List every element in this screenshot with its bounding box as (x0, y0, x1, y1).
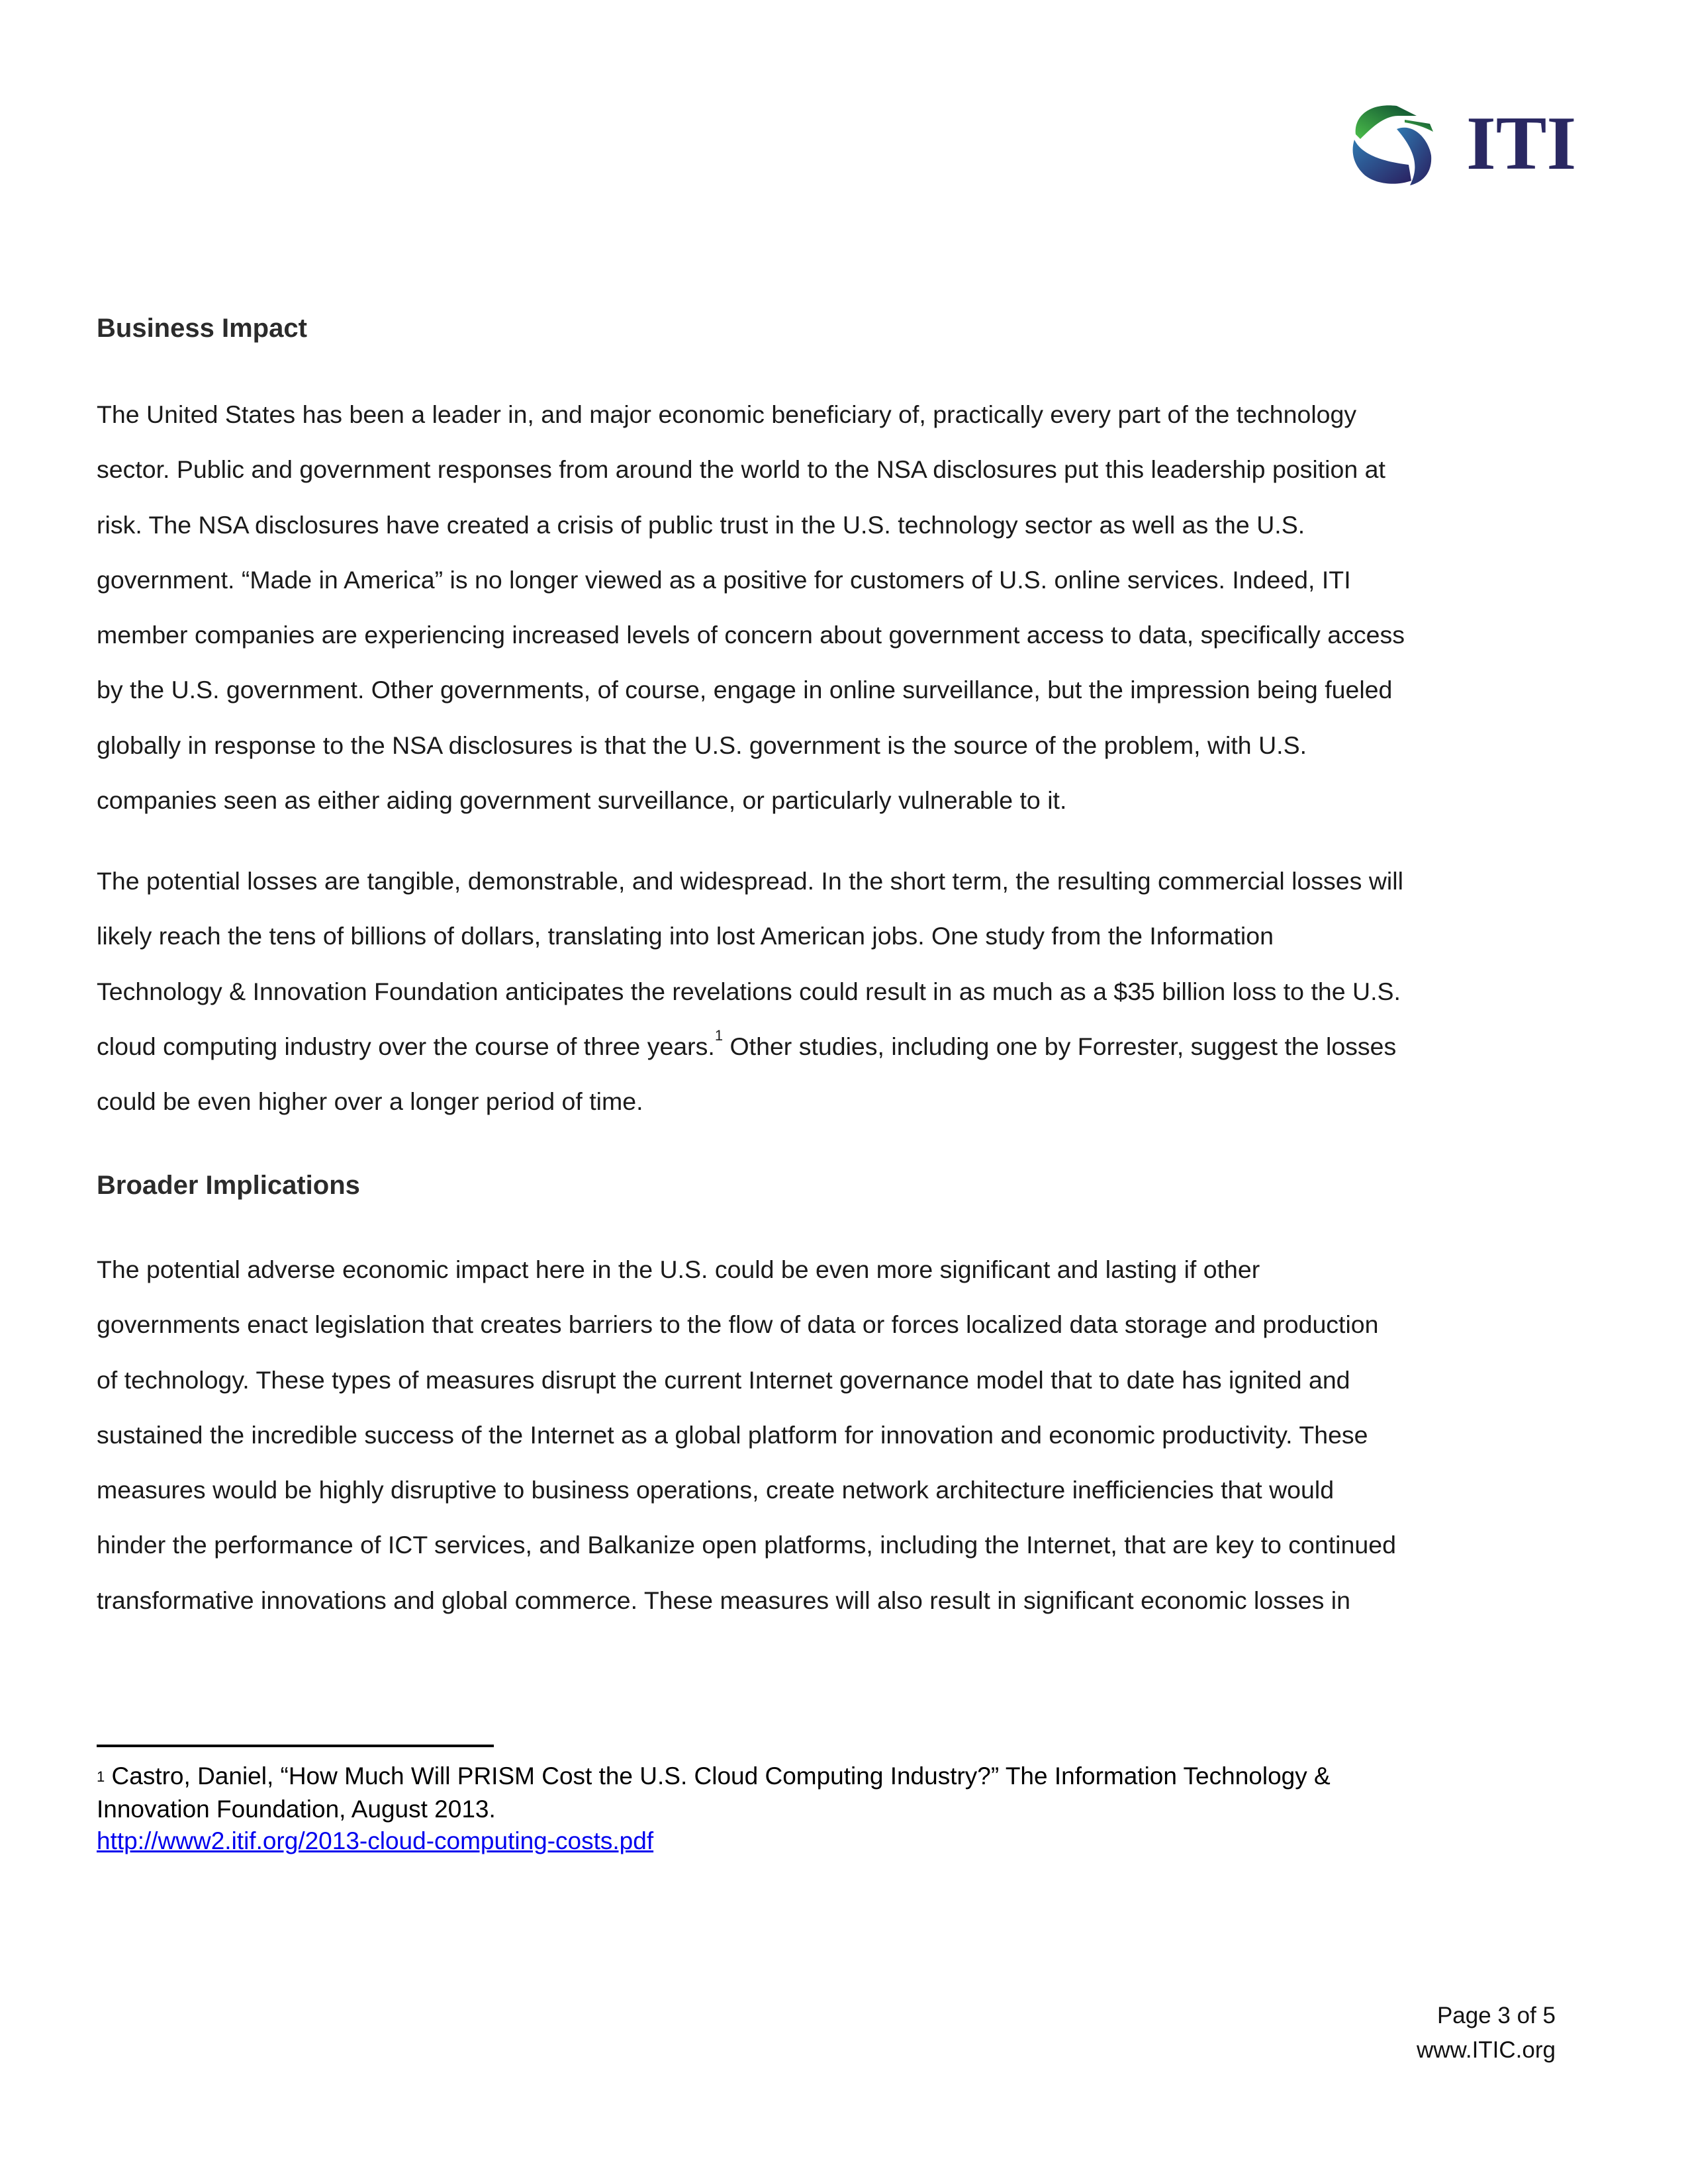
footnote-mark: 1 (97, 1768, 105, 1785)
text-line: measures would be highly disruptive to business operations, create network architecture inefficiencies that would (97, 1476, 1335, 1504)
text-segment: Other studies, including one by Forrester, suggest the losses (723, 1032, 1397, 1060)
footnote-text: Castro, Daniel, “How Much Will PRISM Cost the U.S. Cloud Computing Industry?” The Information Technology & (111, 1762, 1331, 1790)
text-line: by the U.S. government. Other governments, of course, engage in online surveillance, but the impression being fueled (97, 676, 1393, 704)
text-line: likely reach the tens of billions of dollars, translating into lost American jobs. One study from the Information (97, 922, 1274, 950)
heading-business-impact: Business Impact (97, 314, 307, 343)
footnote-line: Innovation Foundation, August 2013. (97, 1796, 496, 1823)
text-line: member companies are experiencing increased levels of concern about government access to data, specifically access (97, 621, 1405, 649)
paragraph (97, 1242, 1396, 1628)
text-line: could be even higher over a longer period of time. (97, 1087, 643, 1116)
text-line: transformative innovations and global commerce. These measures will also result in significant economic losses in (97, 1586, 1350, 1614)
iti-logo (1324, 83, 1577, 189)
text-line (97, 1019, 1403, 1074)
text-line: Technology & Innovation Foundation anticipates the revelations could result in as much as a $35 billion loss to the U.S. (97, 977, 1401, 1005)
text-segment: cloud computing industry over the course of three years. (97, 1032, 715, 1060)
text-line: companies seen as either aiding government surveillance, or particularly vulnerable to it. (97, 786, 1067, 815)
website: www.ITIC.org (1416, 2037, 1556, 2063)
text-line: governments enact legislation that creates barriers to the flow of data or forces localized data storage and production (97, 1310, 1379, 1339)
text-line: The potential adverse economic impact here in the U.S. could be even more significant and lasting if other (97, 1255, 1260, 1283)
text-line: sustained the incredible success of the Internet as a global platform for innovation and economic productivity. These (97, 1420, 1368, 1449)
text-line: The United States has been a leader in, and major economic beneficiary of, practically every part of the technology (97, 400, 1357, 428)
paragraph (97, 387, 1405, 828)
logo-swirl-icon (1353, 105, 1433, 185)
text-line: globally in response to the NSA disclosures is that the U.S. government is the source of the problem, with U.S. (97, 731, 1307, 759)
logo-text: ITI (1466, 101, 1577, 185)
text-line: government. “Made in America” is no longer viewed as a positive for customers of U.S. online services. Indeed, ITI (97, 565, 1351, 594)
footnote-reference[interactable]: 1 (714, 1026, 724, 1044)
text-line: The potential losses are tangible, demonstrable, and widespread. In the short term, the resulting commercial losses will (97, 867, 1403, 895)
footnote (97, 1760, 1331, 1857)
page-number: Page 3 of 5 (1436, 2003, 1556, 2028)
footnote-link[interactable]: http://www2.itif.org/2013-cloud-computing-costs.pdf (97, 1827, 654, 1854)
text-line: hinder the performance of ICT services, and Balkanize open platforms, including the Internet, that are key to continued (97, 1531, 1396, 1559)
paragraph (97, 854, 1403, 1129)
footnote-separator (97, 1745, 494, 1747)
heading-broader-implications: Broader Implications (97, 1171, 360, 1200)
page-footer (1417, 1999, 1556, 2068)
text-line: of technology. These types of measures disrupt the current Internet governance model that to date has ignited and (97, 1365, 1350, 1394)
text-line: risk. The NSA disclosures have created a crisis of public trust in the U.S. technology sector as well as the U.S. (97, 510, 1305, 539)
text-line: sector. Public and government responses from around the world to the NSA disclosures put this leadership position at (97, 455, 1385, 484)
footnote-line (97, 1760, 1331, 1794)
